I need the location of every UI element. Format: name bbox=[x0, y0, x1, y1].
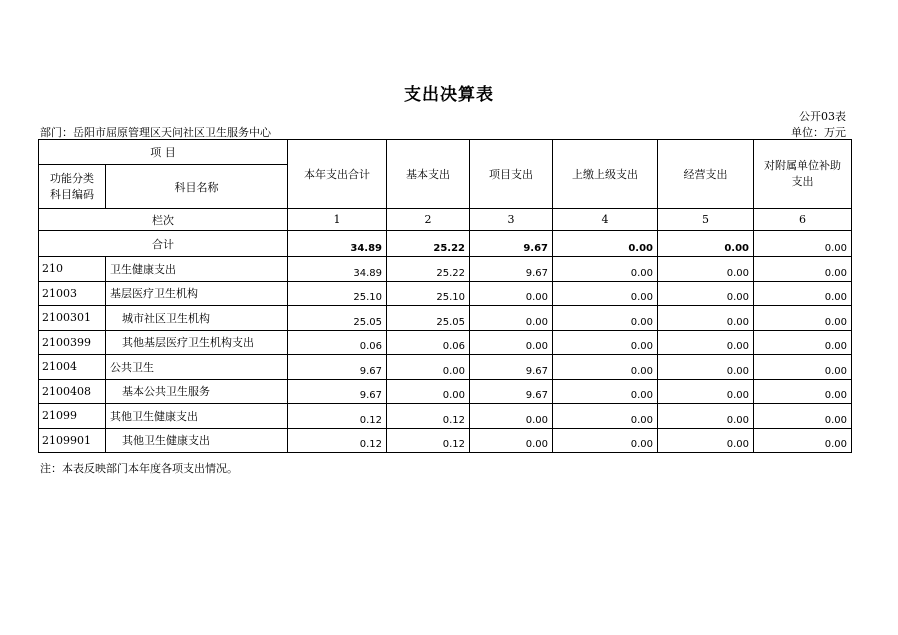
row-value: 0.00 bbox=[658, 330, 754, 355]
row-index-4: 4 bbox=[553, 209, 658, 231]
row-value: 0.00 bbox=[553, 257, 658, 282]
row-code: 2100408 bbox=[39, 379, 106, 404]
row-value: 0.00 bbox=[470, 306, 553, 331]
table-row bbox=[39, 379, 852, 404]
row-index-label: 栏次 bbox=[39, 209, 288, 231]
row-value: 0.00 bbox=[754, 428, 852, 453]
total-value: 0.00 bbox=[658, 231, 754, 257]
table-row bbox=[39, 428, 852, 453]
row-value: 34.89 bbox=[288, 257, 387, 282]
header-subject-name: 科目名称 bbox=[106, 165, 288, 209]
row-value: 0.00 bbox=[553, 330, 658, 355]
row-value: 9.67 bbox=[470, 355, 553, 380]
row-value: 9.67 bbox=[470, 257, 553, 282]
table-row bbox=[39, 306, 852, 331]
row-code: 2100399 bbox=[39, 330, 106, 355]
row-value: 25.22 bbox=[387, 257, 470, 282]
row-subject-name: 城市社区卫生机构 bbox=[106, 306, 288, 331]
row-value: 0.00 bbox=[754, 281, 852, 306]
row-value: 0.00 bbox=[658, 379, 754, 404]
row-value: 0.00 bbox=[754, 404, 852, 429]
row-value: 25.05 bbox=[288, 306, 387, 331]
row-value: 0.00 bbox=[553, 404, 658, 429]
row-value: 0.00 bbox=[658, 306, 754, 331]
row-value: 0.00 bbox=[754, 257, 852, 282]
row-value: 0.00 bbox=[470, 330, 553, 355]
row-value: 0.12 bbox=[387, 428, 470, 453]
row-index-6: 6 bbox=[754, 209, 852, 231]
row-value: 0.00 bbox=[387, 379, 470, 404]
row-value: 0.00 bbox=[658, 257, 754, 282]
row-value: 0.00 bbox=[658, 281, 754, 306]
total-value: 9.67 bbox=[470, 231, 553, 257]
row-value: 0.00 bbox=[658, 404, 754, 429]
header-col-upper: 上缴上级支出 bbox=[553, 140, 658, 209]
header-col-total: 本年支出合计 bbox=[288, 140, 387, 209]
total-label: 合计 bbox=[39, 231, 288, 257]
row-code: 210 bbox=[39, 257, 106, 282]
row-value: 0.00 bbox=[470, 428, 553, 453]
row-value: 25.10 bbox=[387, 281, 470, 306]
table-row bbox=[39, 330, 852, 355]
row-value: 25.05 bbox=[387, 306, 470, 331]
page-title: 支出决算表 bbox=[404, 85, 494, 105]
row-value: 0.12 bbox=[288, 404, 387, 429]
row-index-3: 3 bbox=[470, 209, 553, 231]
row-value: 0.00 bbox=[553, 306, 658, 331]
table-row bbox=[39, 355, 852, 380]
row-code: 2100301 bbox=[39, 306, 106, 331]
total-value: 0.00 bbox=[754, 231, 852, 257]
row-value: 0.00 bbox=[754, 330, 852, 355]
row-value: 0.12 bbox=[387, 404, 470, 429]
row-value: 9.67 bbox=[470, 379, 553, 404]
table-row bbox=[39, 257, 852, 282]
row-value: 0.00 bbox=[553, 281, 658, 306]
expenditure-table bbox=[38, 139, 852, 453]
total-value: 25.22 bbox=[387, 231, 470, 257]
row-value: 0.00 bbox=[470, 281, 553, 306]
row-code: 2109901 bbox=[39, 428, 106, 453]
row-value: 25.10 bbox=[288, 281, 387, 306]
row-value: 0.00 bbox=[387, 355, 470, 380]
footnote: 注：本表反映部门本年度各项支出情况。 bbox=[40, 462, 238, 475]
row-value: 0.12 bbox=[288, 428, 387, 453]
row-value: 0.00 bbox=[658, 355, 754, 380]
row-subject-name: 其他卫生健康支出 bbox=[106, 428, 288, 453]
row-index-5: 5 bbox=[658, 209, 754, 231]
row-code: 21003 bbox=[39, 281, 106, 306]
row-code: 21004 bbox=[39, 355, 106, 380]
row-index-1: 1 bbox=[288, 209, 387, 231]
row-value: 0.00 bbox=[470, 404, 553, 429]
row-subject-name: 公共卫生 bbox=[106, 355, 288, 380]
row-subject-name: 卫生健康支出 bbox=[106, 257, 288, 282]
row-value: 0.00 bbox=[553, 428, 658, 453]
row-value: 0.00 bbox=[658, 428, 754, 453]
row-value: 0.00 bbox=[754, 306, 852, 331]
header-item-group: 项 目 bbox=[39, 140, 288, 165]
row-value: 0.00 bbox=[553, 379, 658, 404]
row-value: 0.00 bbox=[754, 379, 852, 404]
header-col-operation: 经营支出 bbox=[658, 140, 754, 209]
total-value: 0.00 bbox=[553, 231, 658, 257]
table-row bbox=[39, 404, 852, 429]
row-subject-name: 基本公共卫生服务 bbox=[106, 379, 288, 404]
row-index-2: 2 bbox=[387, 209, 470, 231]
row-value: 0.06 bbox=[288, 330, 387, 355]
total-value: 34.89 bbox=[288, 231, 387, 257]
table-row bbox=[39, 281, 852, 306]
unit-label: 单位：万元 bbox=[791, 126, 846, 139]
row-code: 21099 bbox=[39, 404, 106, 429]
header-col-project: 项目支出 bbox=[470, 140, 553, 209]
header-col-basic: 基本支出 bbox=[387, 140, 470, 209]
row-value: 0.00 bbox=[553, 355, 658, 380]
row-value: 9.67 bbox=[288, 355, 387, 380]
row-subject-name: 其他基层医疗卫生机构支出 bbox=[106, 330, 288, 355]
row-value: 0.06 bbox=[387, 330, 470, 355]
row-subject-name: 基层医疗卫生机构 bbox=[106, 281, 288, 306]
row-value: 0.00 bbox=[754, 355, 852, 380]
header-func-code: 功能分类科目编码 bbox=[39, 165, 106, 209]
row-value: 9.67 bbox=[288, 379, 387, 404]
department-label: 部门：岳阳市屈原管理区天问社区卫生服务中心 bbox=[40, 126, 271, 139]
header-col-subsidy: 对附属单位补助支出 bbox=[754, 140, 852, 209]
row-subject-name: 其他卫生健康支出 bbox=[106, 404, 288, 429]
form-code: 公开03表 bbox=[799, 110, 846, 123]
